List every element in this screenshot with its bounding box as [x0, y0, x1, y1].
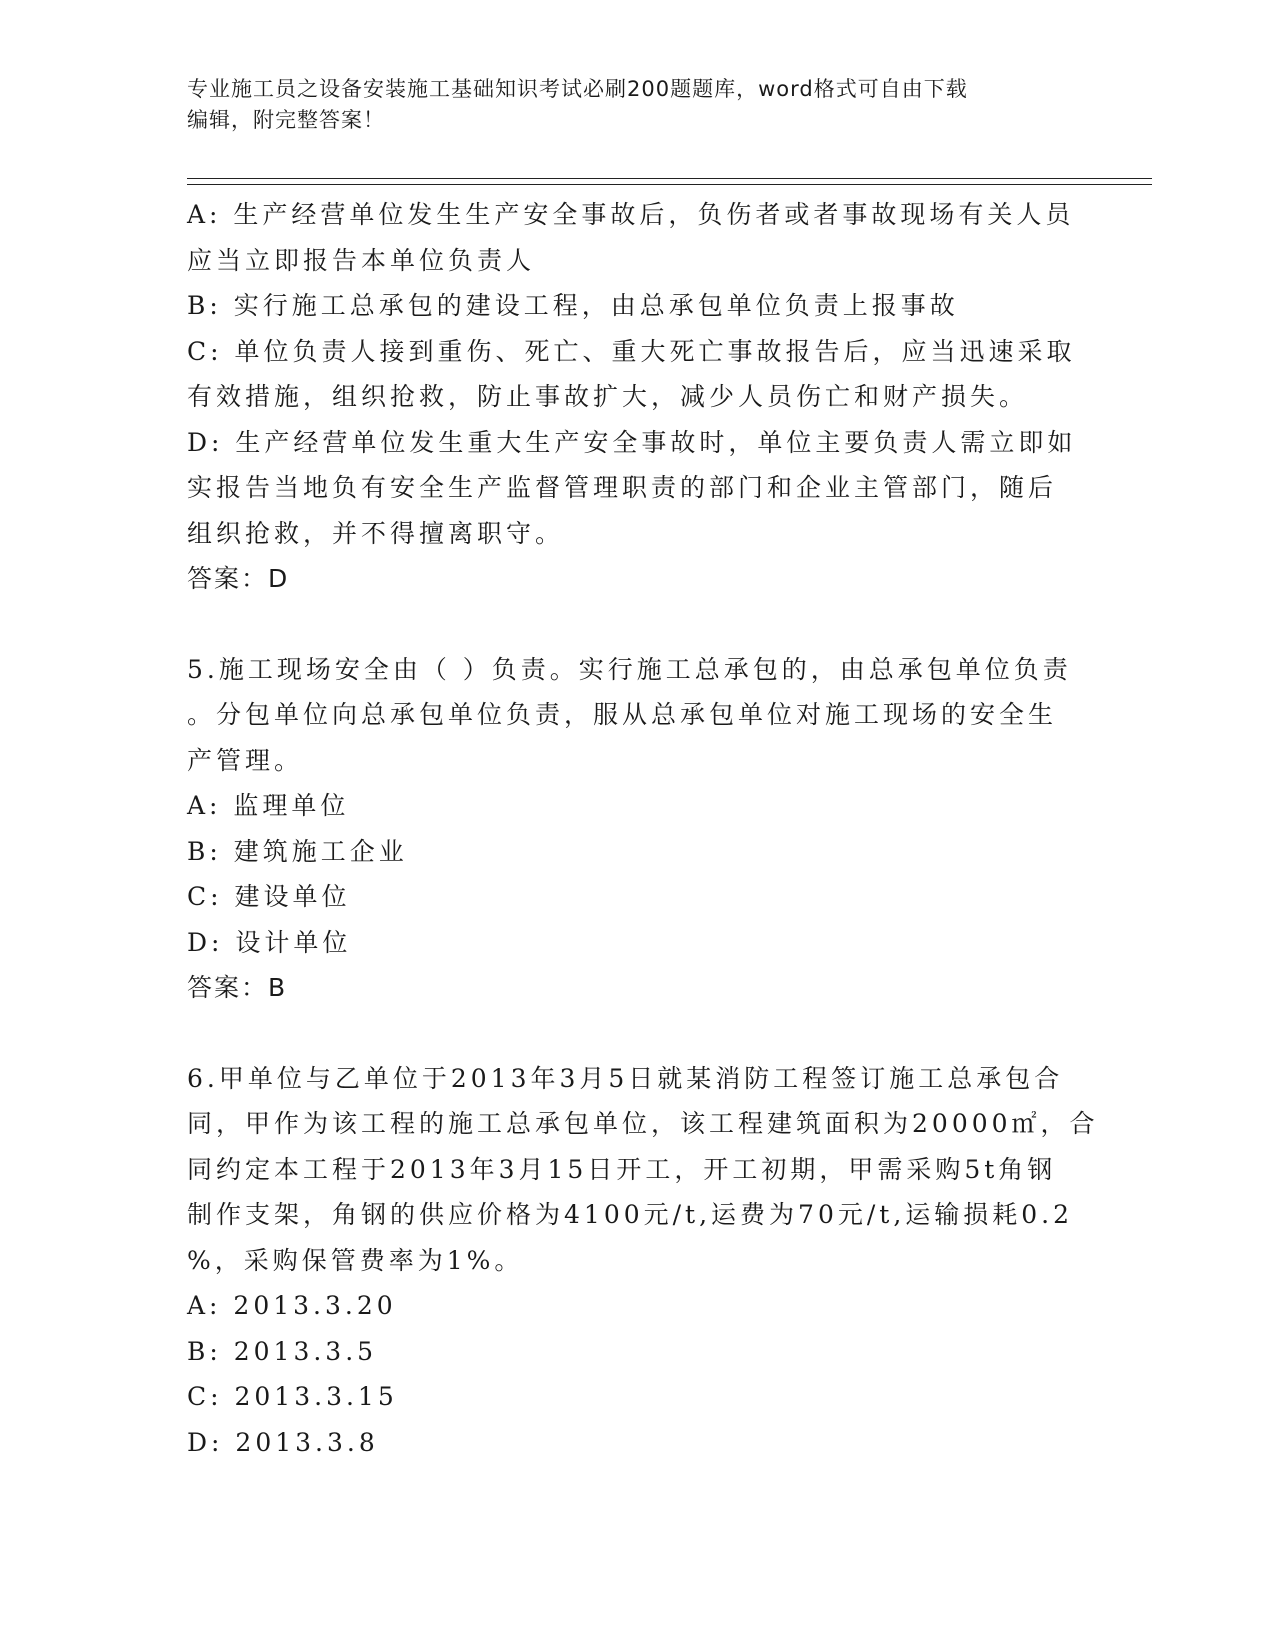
q5-stem — [187, 647, 1087, 784]
q6-stem-line-3: 同约定本工程于2013年3月15日开工，开工初期，甲需采购5t角钢 — [187, 1154, 1057, 1184]
q5-option-c: C: 建设单位 — [187, 882, 351, 911]
q4-option-d-line-3: 组织抢救，并不得擅离职守。 — [187, 518, 565, 548]
q6-stem-line-1: 6.甲单位与乙单位于2013年3月5日就某消防工程签订施工总承包合 — [187, 1063, 1064, 1093]
q5-option-b: B: 建筑施工企业 — [187, 836, 408, 866]
q6-option-b: B: 2013.3.5 — [187, 1336, 378, 1366]
q4-option-c — [187, 329, 1087, 420]
question-content — [187, 192, 1099, 1465]
q5-option-d: D: 设计单位 — [187, 927, 352, 957]
document-header — [187, 74, 1067, 136]
spacer — [187, 1011, 1087, 1056]
q4-answer: 答案：D — [187, 564, 290, 593]
header-divider-bottom — [187, 184, 1152, 185]
q4-option-a-line-1: A: 生产经营单位发生生产安全事故后，负伤者或者事故现场有关人员 — [187, 200, 1075, 229]
q4-option-d-line-2: 实报告当地负有安全生产监督管理职责的部门和企业主管部门，随后 — [187, 473, 1058, 502]
spacer — [187, 602, 1087, 647]
q6-stem-line-4: 制作支架，角钢的供应价格为4100元/t,运费为70元/t,运输损耗0.2 — [187, 1200, 1074, 1229]
q6-option-d: D: 2013.3.8 — [187, 1427, 379, 1457]
q6-option-a: A: 2013.3.20 — [187, 1291, 397, 1320]
q5-stem-line-1: 5.施工现场安全由（ ）负责。实行施工总承包的，由总承包单位负责 — [187, 654, 1072, 684]
q6-stem — [187, 1056, 1099, 1284]
q4-option-b-line-1: B: 实行施工总承包的建设工程，由总承包单位负责上报事故 — [187, 291, 959, 320]
header-title-line-2: 编辑，附完整答案！ — [187, 108, 385, 132]
q5-option-a: A: 监理单位 — [187, 791, 350, 820]
q6-stem-line-5: %，采购保管费率为1%。 — [187, 1245, 524, 1275]
header-divider-top — [187, 178, 1152, 179]
q4-option-a-line-2: 应当立即报告本单位负责人 — [187, 245, 536, 275]
q5-stem-line-2: 。分包单位向总承包单位负责，服从总承包单位对施工现场的安全生 — [187, 700, 1058, 729]
q4-option-b — [187, 283, 1087, 329]
header-title-line-1: 专业施工员之设备安装施工基础知识考试必刷200题题库，word格式可自由下载 — [187, 77, 968, 101]
q5-answer: 答案：B — [187, 973, 288, 1002]
q6-option-c: C: 2013.3.15 — [187, 1382, 398, 1411]
q6-stem-line-2: 同，甲作为该工程的施工总承包单位，该工程建筑面积为20000㎡，合 — [187, 1109, 1099, 1138]
q4-option-d — [187, 420, 1087, 557]
q4-option-c-line-1: C: 单位负责人接到重伤、死亡、重大死亡事故报告后，应当迅速采取 — [187, 336, 1076, 366]
q5-stem-line-3: 产管理。 — [187, 745, 304, 775]
q4-option-c-line-2: 有效措施，组织抢救，防止事故扩大，减少人员伤亡和财产损失。 — [187, 382, 1029, 411]
q4-option-a — [187, 192, 1087, 283]
q4-option-d-line-1: D: 生产经营单位发生重大生产安全事故时，单位主要负责人需立即如 — [187, 427, 1077, 457]
